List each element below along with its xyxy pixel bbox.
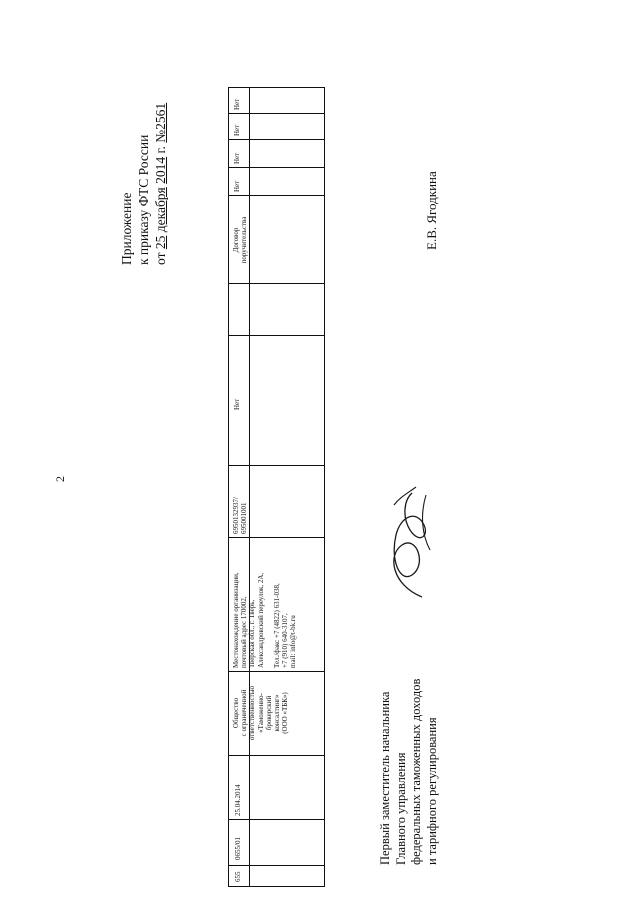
column-divider xyxy=(229,819,324,820)
address-line xyxy=(265,540,273,668)
address-line: Тел./факс +7 (4822) 631-038, xyxy=(272,583,281,668)
address-line: Тверская обл., г. Тверь, xyxy=(248,599,257,668)
cell-col10: Нет xyxy=(233,180,241,192)
cell-col13: Нет xyxy=(233,98,241,110)
column-divider xyxy=(229,113,324,114)
appendix-header xyxy=(118,103,169,265)
date-day: 25 xyxy=(153,235,168,250)
guarantee-line: поручительства xyxy=(240,216,249,264)
name-line: «Таможенно- xyxy=(256,693,265,733)
table-row-divider xyxy=(249,88,250,886)
cell-col11: Нет xyxy=(233,152,241,164)
name-line: Общество xyxy=(232,697,240,729)
address-line: Местонахождение организации, xyxy=(232,572,240,668)
cell-date: 25.04.2014 xyxy=(234,784,242,816)
signatory-title-line: Первый заместитель начальника xyxy=(378,691,392,865)
cell-inn-kpp xyxy=(232,497,248,534)
name-line: брокерский xyxy=(264,695,273,731)
appendix-date-line xyxy=(152,103,169,265)
date-year-suffix: г. xyxy=(153,146,168,154)
signatory-title-line: и тарифного регулирования xyxy=(424,717,439,865)
cell-organization-name xyxy=(232,674,289,752)
address-line: mail: info@t-bk.ru xyxy=(289,615,298,668)
signatory-title xyxy=(378,679,440,865)
registry-table xyxy=(228,87,325,887)
appendix-title: Приложение xyxy=(119,192,134,265)
name-line: консалтинг» xyxy=(273,694,282,732)
order-number: №2561 xyxy=(153,102,168,143)
address-line: почтовый адрес 170002, xyxy=(240,596,249,668)
column-divider xyxy=(229,865,324,866)
date-year: 2014 xyxy=(153,156,168,184)
column-divider xyxy=(229,195,324,196)
column-divider xyxy=(229,465,324,466)
column-divider xyxy=(229,335,324,336)
signatory-name: Е.В. Ягодкина xyxy=(424,171,439,250)
cell-col12: Нет xyxy=(233,124,241,136)
guarantee-line: Договор xyxy=(232,227,240,253)
name-line: ответственностью xyxy=(248,685,257,741)
page-number: 2 xyxy=(53,476,67,482)
column-divider xyxy=(229,755,324,756)
handwritten-signature xyxy=(382,475,442,605)
signatory-title-line: федеральных таможенных доходов xyxy=(409,678,423,865)
cell-guarantee-type xyxy=(232,198,248,282)
cell-reg-number: 0655/01 xyxy=(234,837,242,860)
column-divider xyxy=(229,167,324,168)
signatory-title-line: Главного управления xyxy=(393,752,408,865)
cell-col7: Нет xyxy=(233,398,241,410)
appendix-order-ref: к приказу ФТС России xyxy=(136,134,151,265)
cell-row-number: 655 xyxy=(234,871,242,882)
column-divider xyxy=(229,283,324,284)
date-month: декабря xyxy=(153,187,168,233)
kpp-line: 695001001 xyxy=(240,502,249,534)
column-divider xyxy=(229,537,324,538)
date-prefix: от xyxy=(153,252,168,265)
address-line: +7 (910) 640-3107, xyxy=(281,613,290,668)
name-line: (ООО «ТБК») xyxy=(281,692,290,734)
column-divider xyxy=(229,139,324,140)
column-divider xyxy=(229,671,324,672)
cell-address xyxy=(232,540,297,668)
inn-line: 6950132937/ xyxy=(232,497,240,534)
name-line: с ограниченной xyxy=(240,689,249,737)
address-line: Александровский переулок, 2А, xyxy=(256,572,265,668)
